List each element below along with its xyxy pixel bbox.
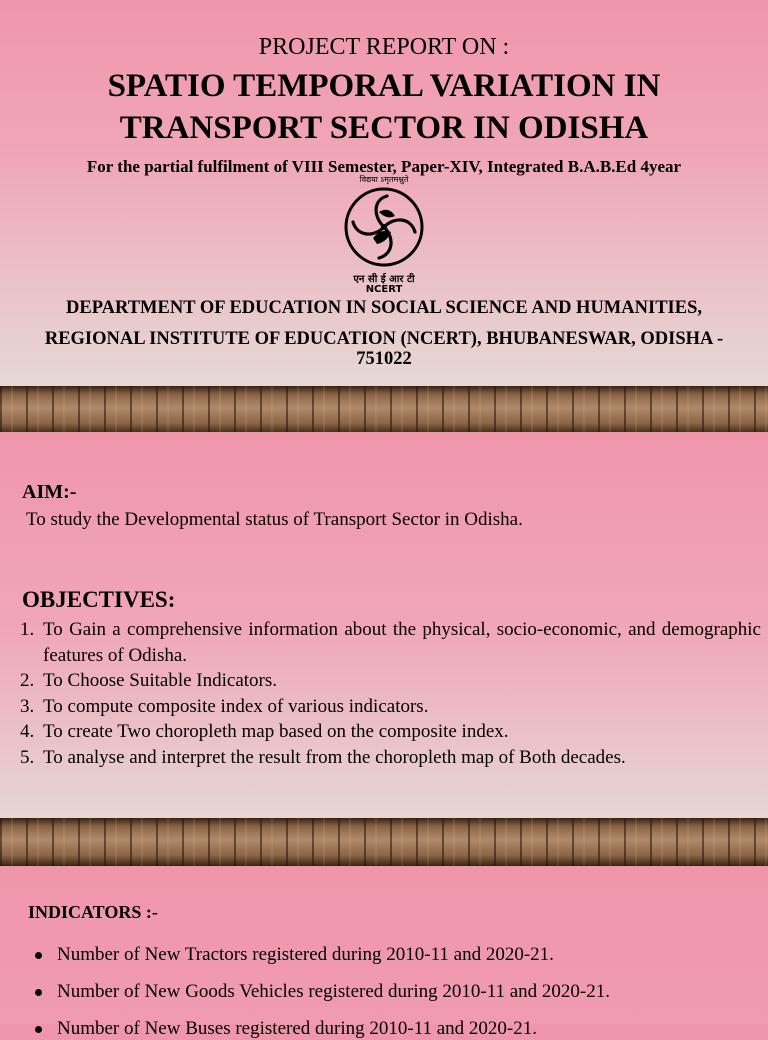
list-item	[20, 745, 761, 771]
bullet-icon	[35, 1026, 42, 1033]
department-line-2: REGIONAL INSTITUTE OF EDUCATION (NCERT), BHUBANESWAR, ODISHA - 751022	[44, 329, 724, 369]
list-text: Number of New Buses registered during 2010-11 and 2020-21.	[57, 1018, 538, 1039]
list-text: Number of New Goods Vehicles registered during 2010-11 and 2020-21.	[57, 981, 610, 1002]
list-text: Number of New Tractors registered during 2010-11 and 2020-21.	[57, 944, 554, 965]
ncert-emblem-icon	[343, 186, 425, 268]
logo-name: NCERT	[365, 284, 403, 295]
list-text: To compute composite index of various indicators.	[43, 695, 429, 717]
department-line-1: DEPARTMENT OF EDUCATION IN SOCIAL SCIENCE AND HUMANITIES,	[66, 298, 702, 318]
list-number: 2.	[20, 670, 35, 691]
bullet-icon	[35, 952, 42, 959]
list-item	[20, 719, 761, 745]
list-number: 4.	[20, 721, 35, 742]
list-item	[20, 668, 761, 694]
report-title-line-1: SPATIO TEMPORAL VARIATION IN	[107, 68, 661, 104]
objectives-list	[20, 617, 761, 770]
logo-hindi-name: एन सी ई आर टी	[353, 274, 415, 285]
list-number: 3.	[20, 695, 35, 717]
list-text: To create Two choropleth map based on the composite index.	[43, 721, 509, 742]
list-item	[20, 617, 761, 668]
ncert-logo	[334, 174, 434, 295]
list-number: 5.	[20, 746, 35, 768]
report-subtitle: For the partial fulfilment of VIII Semester, Paper-XIV, Integrated B.A.B.Ed 4year	[86, 157, 682, 176]
list-text: To Choose Suitable Indicators.	[43, 670, 278, 691]
list-text: To analyse and interpret the result from the choropleth map of Both decades.	[43, 746, 626, 768]
aim-heading: AIM:-	[22, 481, 77, 503]
bullet-icon	[35, 989, 42, 996]
list-number: 1.	[20, 619, 35, 640]
aim-text: To study the Developmental status of Transport Sector in Odisha.	[26, 509, 523, 530]
wood-divider	[0, 818, 768, 866]
logo-motto: विद्यया ऽमृतमश्नुते	[359, 175, 409, 184]
report-title-line-2: TRANSPORT SECTOR IN ODISHA	[119, 110, 649, 146]
title-slide	[0, 0, 768, 386]
indicators-heading: INDICATORS :-	[28, 902, 158, 922]
wood-divider	[0, 386, 768, 434]
objectives-heading: OBJECTIVES:	[22, 587, 176, 612]
report-label: PROJECT REPORT ON :	[258, 34, 510, 60]
list-text: To Gain a comprehensive information about the physical, socio-economic, and demographic features of Odisha.	[43, 619, 761, 666]
list-item	[20, 694, 761, 720]
